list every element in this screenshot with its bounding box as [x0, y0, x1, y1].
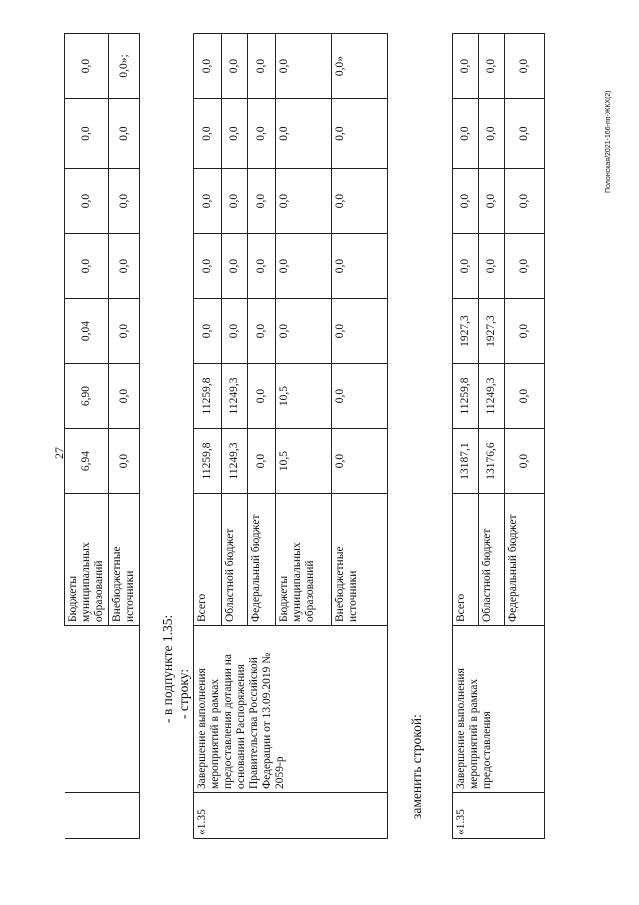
side-code: Полонская/2021-166-пп-ЖКХ(2) [605, 90, 612, 193]
value-cell: 0,0 [479, 34, 505, 99]
value-cell: 0,0 [479, 99, 505, 169]
num-cell [65, 793, 140, 839]
value-cell: 6,90 [65, 364, 109, 429]
value-cell: 0,0 [194, 169, 222, 234]
value-cell: 0,0 [505, 364, 545, 429]
value-cell: 0,0»; [109, 34, 140, 99]
source-cell: Всего [194, 494, 222, 626]
value-cell: 0,0 [194, 34, 222, 99]
source-cell: Внебюджетные источники [332, 494, 388, 626]
value-cell: 11249,3 [479, 364, 505, 429]
value-cell: 0,0 [332, 169, 388, 234]
value-cell: 13176,6 [479, 429, 505, 494]
value-cell: 0,0 [276, 99, 332, 169]
value-cell: 0,0 [276, 169, 332, 234]
value-cell: 0,0 [505, 429, 545, 494]
subitem-text: - в подпункте 1.35: [160, 614, 175, 723]
num-cell: «1.35 [194, 793, 388, 839]
value-cell: 0,0 [453, 99, 479, 169]
value-cell: 0,0 [276, 299, 332, 364]
value-cell: 0,0 [222, 99, 248, 169]
value-cell: 0,0 [479, 234, 505, 299]
value-cell: 0,0 [248, 429, 276, 494]
source-cell: Областной бюджет [222, 494, 248, 626]
value-cell: 0,0 [505, 169, 545, 234]
value-cell: 0,0 [194, 234, 222, 299]
source-cell: Бюджеты муниципальных образований [65, 494, 109, 626]
value-cell: 0,0 [194, 99, 222, 169]
value-cell: 0,0 [248, 234, 276, 299]
value-cell: 0,0 [222, 299, 248, 364]
value-cell: 0,0 [248, 169, 276, 234]
value-cell: 0,0 [505, 234, 545, 299]
source-cell: Бюджеты муниципальных образований [276, 494, 332, 626]
bottom-table [452, 33, 545, 839]
value-cell: 0,0 [65, 99, 109, 169]
source-cell: Федеральный бюджет [505, 494, 545, 626]
table-row [453, 34, 479, 839]
value-cell: 0,0 [65, 34, 109, 99]
value-cell: 0,0 [276, 234, 332, 299]
value-cell: 13187,1 [453, 429, 479, 494]
value-cell: 1927,3 [479, 299, 505, 364]
mid-table [193, 33, 388, 839]
value-cell: 0,0 [276, 34, 332, 99]
value-cell: 10,5 [276, 364, 332, 429]
source-cell: Областной бюджет [479, 494, 505, 626]
value-cell: 0,0 [505, 34, 545, 99]
source-cell: Всего [453, 494, 479, 626]
value-cell: 11249,3 [222, 364, 248, 429]
value-cell: 10,5 [276, 429, 332, 494]
value-cell: 0,0 [109, 99, 140, 169]
source-cell: Федеральный бюджет [248, 494, 276, 626]
value-cell: 0,0 [222, 34, 248, 99]
value-cell: 0,0 [248, 299, 276, 364]
value-cell: 0,0 [248, 99, 276, 169]
value-cell: 0,0 [479, 169, 505, 234]
value-cell: 1927,3 [453, 299, 479, 364]
value-cell: 0,0 [222, 234, 248, 299]
value-cell: 0,0 [332, 234, 388, 299]
name-cell: Завершение выполнения мероприятий в рамках предоставления дотации на основании Распоряжения Правительства Российской Федерации от 13.09.2019 № 2059-р [194, 626, 388, 793]
value-cell: 6,94 [65, 429, 109, 494]
value-cell: 0,0 [453, 234, 479, 299]
num-cell: «1.35 [453, 793, 545, 839]
value-cell: 0,0 [109, 429, 140, 494]
value-cell: 0,0 [248, 364, 276, 429]
value-cell: 0,0 [248, 34, 276, 99]
top-table [64, 33, 140, 839]
value-cell: 0,0 [109, 299, 140, 364]
value-cell: 0,0 [332, 299, 388, 364]
name-cell [65, 626, 140, 793]
value-cell: 0,0 [505, 299, 545, 364]
value-cell: 0,0 [332, 364, 388, 429]
value-cell: 11259,8 [453, 364, 479, 429]
row-text: - строку: [176, 668, 191, 719]
value-cell: 0,0 [332, 99, 388, 169]
value-cell: 0,0 [65, 234, 109, 299]
value-cell: 0,0 [109, 169, 140, 234]
value-cell: 11259,8 [194, 429, 222, 494]
value-cell: 0,0 [194, 299, 222, 364]
value-cell: 0,0» [332, 34, 388, 99]
value-cell: 0,0 [505, 99, 545, 169]
value-cell: 0,0 [109, 234, 140, 299]
table-row [194, 34, 222, 839]
value-cell: 0,0 [109, 364, 140, 429]
page-number: 27 [52, 447, 66, 459]
value-cell: 0,04 [65, 299, 109, 364]
value-cell: 0,0 [332, 429, 388, 494]
replace-text: заменить строкой: [409, 714, 424, 819]
source-cell: Внебюджетные источники [109, 494, 140, 626]
value-cell: 11249,3 [222, 429, 248, 494]
value-cell: 0,0 [453, 34, 479, 99]
value-cell: 0,0 [453, 169, 479, 234]
name-cell: Завершение выполнения мероприятий в рамках предоставления [453, 626, 545, 793]
value-cell: 0,0 [65, 169, 109, 234]
value-cell: 11259,8 [194, 364, 222, 429]
value-cell: 0,0 [222, 169, 248, 234]
table-row [65, 34, 109, 839]
